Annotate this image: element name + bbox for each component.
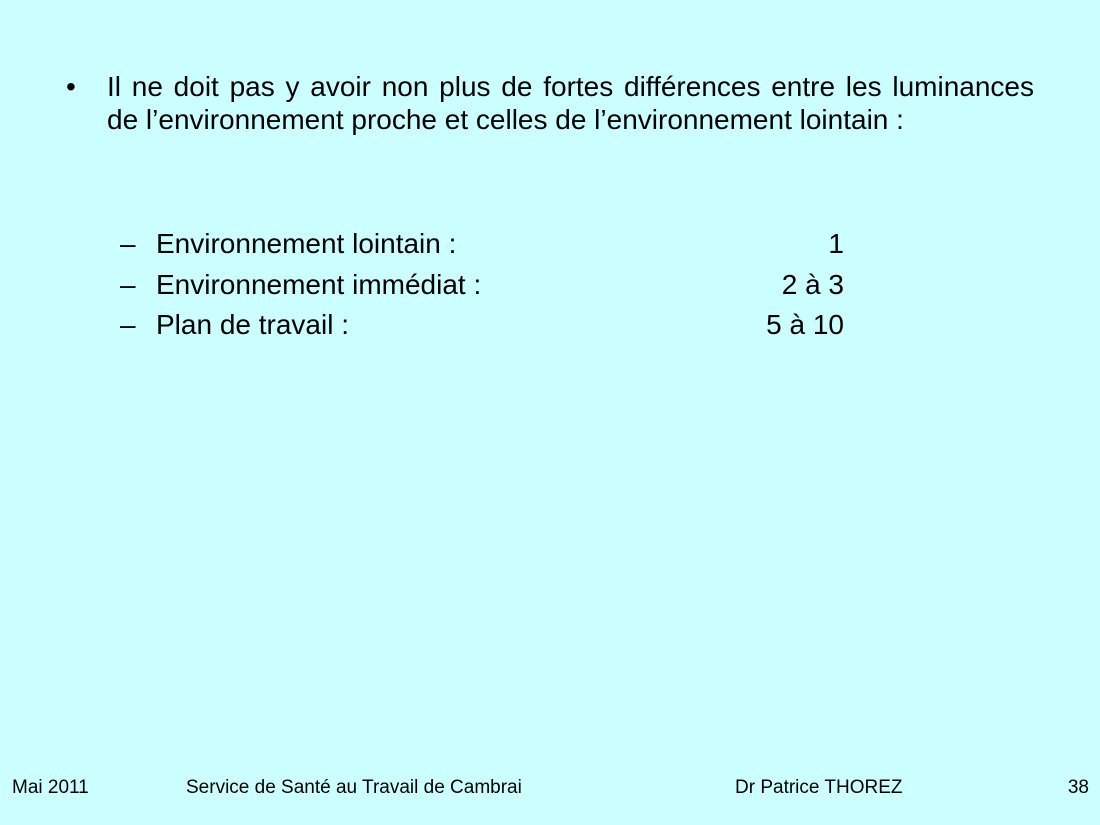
sub-item-value: 2 à 3 [781, 268, 844, 300]
footer-date: Mai 2011 [12, 777, 89, 798]
sub-item-dash: – [120, 268, 136, 300]
sub-item-dash: – [120, 309, 136, 340]
sub-item-value: 1 [828, 228, 844, 259]
slide-footer [0, 775, 1100, 801]
sub-item-label: Plan de travail : [156, 309, 349, 340]
bullet-marker: • [66, 71, 76, 102]
main-bullet [62, 70, 1034, 136]
sub-item-distant [120, 224, 844, 265]
luminance-ratio-list [120, 224, 844, 346]
sub-item-dash: – [120, 228, 136, 259]
sub-item-label: Environnement immédiat : [156, 268, 482, 300]
page-number: 38 [1067, 777, 1089, 798]
sub-item-label: Environnement lointain : [156, 228, 457, 259]
footer-organization: Service de Santé au Travail de Cambrai [186, 777, 522, 798]
footer-author: Dr Patrice THOREZ [735, 777, 903, 798]
sub-item-immediate [120, 265, 844, 306]
sub-item-workplane [120, 305, 844, 346]
bullet-text: Il ne doit pas y avoir non plus de fortes différences entre les luminances de l’environnement proche et celles de l’environnement lointain : [107, 71, 1034, 135]
sub-item-value: 5 à 10 [766, 309, 844, 340]
